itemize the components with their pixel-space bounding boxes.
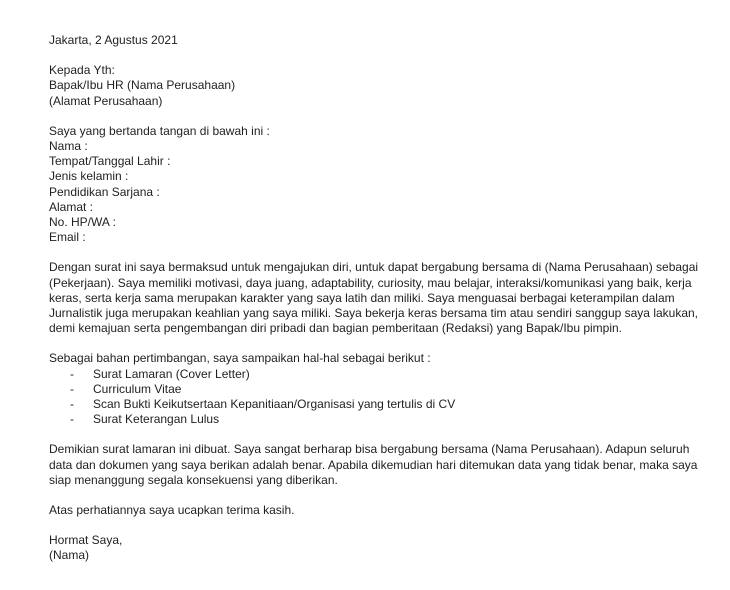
list-bullet: - bbox=[70, 366, 74, 381]
recipient-name: Bapak/Ibu HR (Nama Perusahaan) bbox=[49, 78, 236, 93]
list-bullet: - bbox=[70, 381, 74, 396]
applicant-data-block bbox=[49, 124, 689, 246]
field-gender: Jenis kelamin : bbox=[49, 169, 129, 184]
recipient-address: (Alamat Perusahaan) bbox=[49, 93, 163, 108]
thanks-line: Atas perhatiannya saya ucapkan terima kasih. bbox=[49, 503, 295, 518]
field-phone: No. HP/WA : bbox=[49, 215, 116, 230]
attachment-cover-letter: Surat Lamaran (Cover Letter) bbox=[93, 366, 250, 381]
body-paragraph bbox=[49, 260, 699, 336]
field-education: Pendidikan Sarjana : bbox=[49, 184, 160, 199]
closing-line: Demikian surat lamaran ini dibuat. Saya sangat berharap bisa bergabung bersama (Nama Perusahaan). Adapun seluruh bbox=[49, 442, 690, 457]
recipient-to: Kepada Yth: bbox=[49, 63, 115, 78]
body-line: Jurnalistik juga merupakan keahlian yang saya miliki. Saya bekerja keras bersama tim atau sendiri sanggup saya lakukan, bbox=[49, 306, 699, 321]
closing-paragraph bbox=[49, 442, 698, 488]
attachment-cv: Curriculum Vitae bbox=[93, 381, 182, 396]
signoff-name: (Nama) bbox=[49, 548, 90, 563]
list-item bbox=[49, 397, 689, 412]
body-line: demi kemajuan serta pengembangan diri pribadi dan bagian pemberitaan (Redaksi) yang Bapak/Ibu pimpin. bbox=[49, 321, 623, 336]
field-name: Nama : bbox=[49, 139, 88, 154]
body-line: (Pekerjaan). Saya memiliki motivasi, daya juang, adaptability, curiosity, mau belajar, interaksi/komunikasi yang baik, kerja bbox=[49, 275, 692, 290]
list-item bbox=[49, 412, 689, 427]
closing-line: siap menanggung segala konsekuensi yang diberikan. bbox=[49, 472, 338, 487]
date-line: Jakarta, 2 Agustus 2021 bbox=[49, 33, 178, 47]
body-line: keras, serta kerja sama merupakan karakter yang saya latih dan miliki. Saya menguasai berbagai keterampilan dalam bbox=[49, 290, 675, 305]
attachment-organization-proof: Scan Bukti Keikutsertaan Kepanitiaan/Organisasi yang tertulis di CV bbox=[93, 397, 456, 412]
attachments-block bbox=[49, 351, 689, 427]
recipient-block bbox=[49, 63, 689, 109]
cover-letter bbox=[49, 33, 699, 564]
list-item bbox=[49, 367, 689, 382]
closing-line: data dan dokumen yang saya berikan adalah benar. Apabila dikemudian hari ditemukan data yang tidak benar, maka saya bbox=[49, 457, 698, 472]
signoff-block bbox=[49, 533, 689, 563]
field-address: Alamat : bbox=[49, 199, 94, 214]
intro-line: Saya yang bertanda tangan di bawah ini : bbox=[49, 123, 270, 138]
body-line: Dengan surat ini saya bermaksud untuk mengajukan diri, untuk dapat bergabung bersama di (Nama Perusahaan) sebagai bbox=[49, 260, 699, 275]
attachments-intro: Sebagai bahan pertimbangan, saya sampaikan hal-hal sebagai berikut : bbox=[49, 351, 431, 366]
list-bullet: - bbox=[70, 397, 74, 412]
list-bullet: - bbox=[70, 412, 74, 427]
list-item bbox=[49, 382, 689, 397]
field-email: Email : bbox=[49, 230, 86, 245]
attachment-graduation-letter: Surat Keterangan Lulus bbox=[93, 412, 220, 427]
field-birth: Tempat/Tanggal Lahir : bbox=[49, 154, 171, 169]
signoff-greeting: Hormat Saya, bbox=[49, 533, 123, 548]
